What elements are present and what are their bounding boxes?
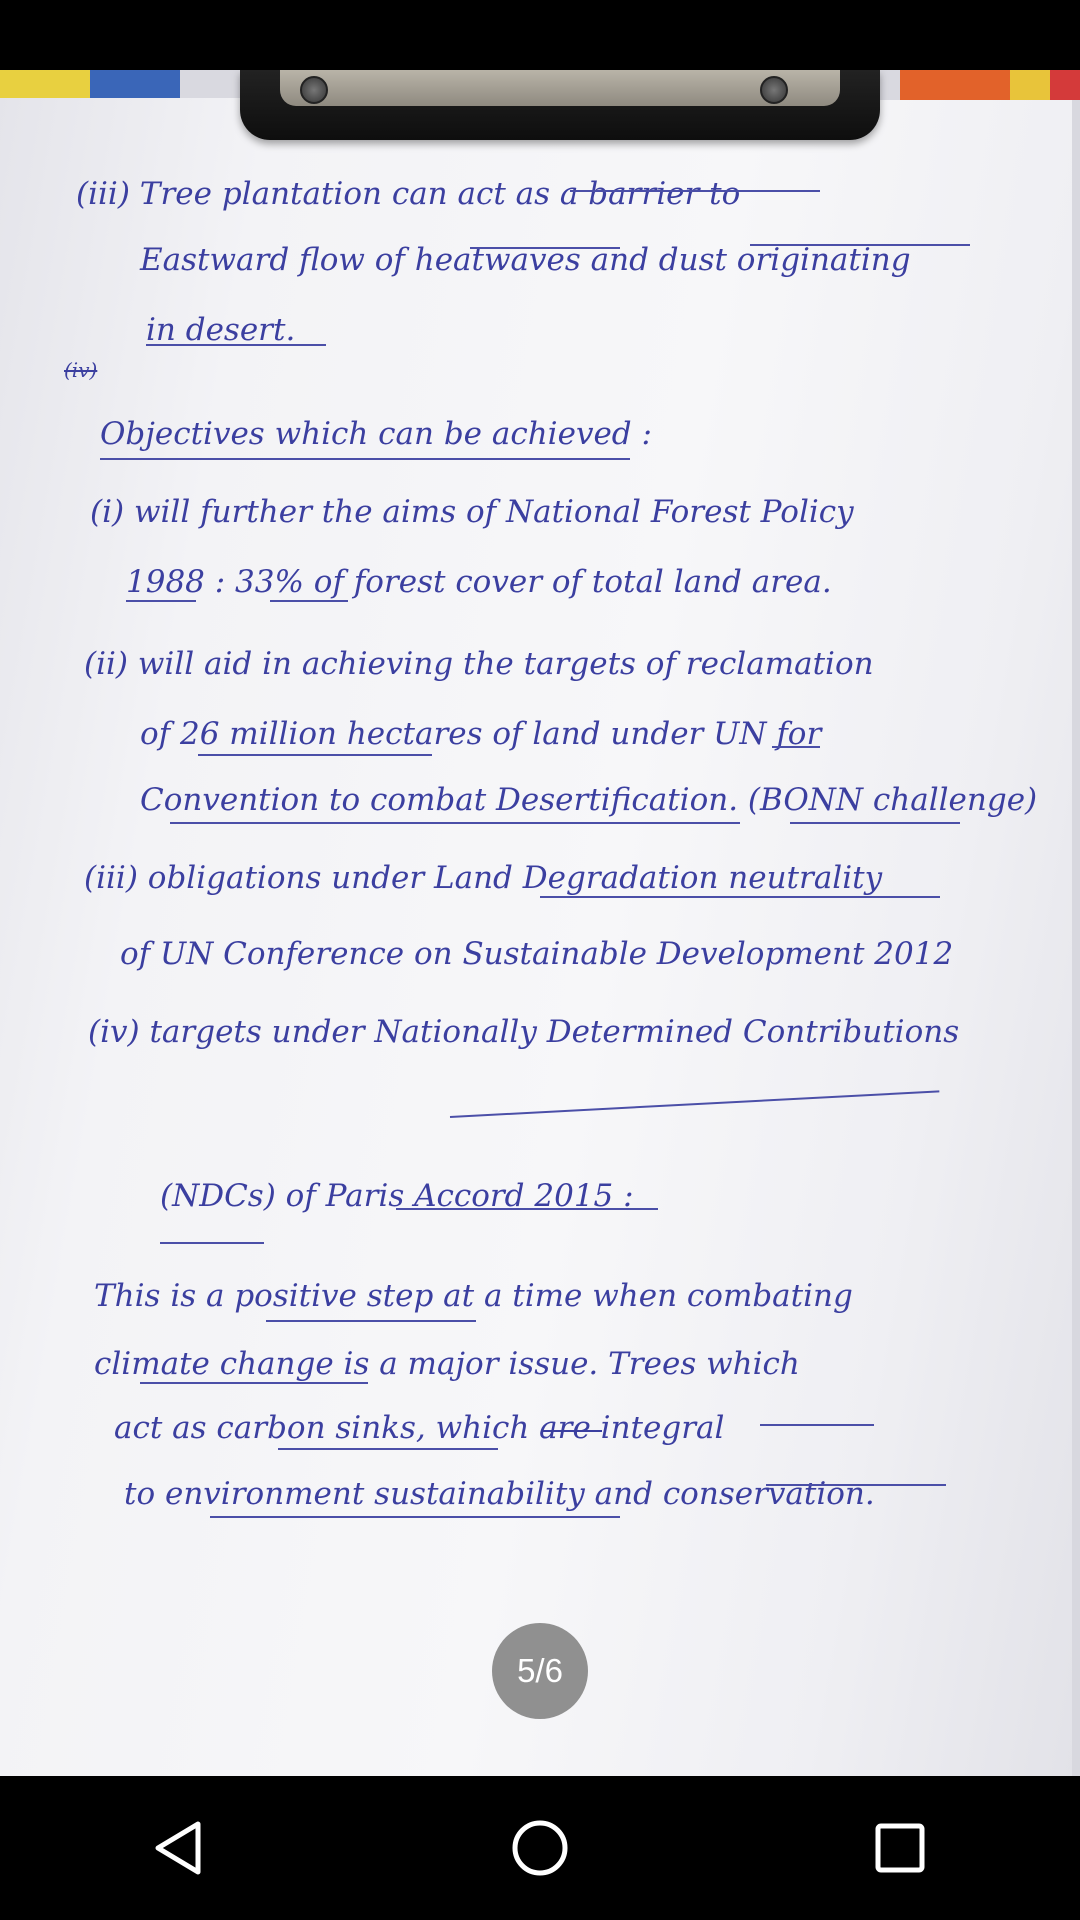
underline [396, 1208, 658, 1210]
underline [210, 1516, 620, 1518]
recents-button[interactable] [840, 1788, 960, 1908]
note-line: This is a positive step at a time when combating [94, 1278, 853, 1314]
underline [140, 1382, 368, 1384]
underline [540, 896, 940, 898]
underline [772, 746, 820, 748]
note-line: (i) will further the aims of National Forest Policy [90, 494, 854, 530]
underline [570, 190, 820, 192]
home-button[interactable] [480, 1788, 600, 1908]
underline [750, 244, 970, 246]
underline [760, 1424, 874, 1426]
note-line: climate change is a major issue. Trees which [94, 1346, 800, 1382]
note-line: to environment sustainability and conservation. [124, 1476, 875, 1512]
underline [146, 344, 326, 346]
recents-icon [868, 1816, 932, 1880]
note-line: (iv) [64, 358, 98, 382]
note-line: (iii) Tree plantation can act as a barrier to [76, 176, 741, 212]
note-photo [0, 70, 1080, 1776]
note-line: in desert. [146, 312, 296, 348]
navigation-bar [0, 1776, 1080, 1920]
underline [266, 1320, 476, 1322]
back-icon [148, 1816, 212, 1880]
note-line: Objectives which can be achieved : [100, 416, 652, 452]
note-line: (NDCs) of Paris Accord 2015 : [160, 1178, 634, 1214]
underline [450, 1090, 939, 1118]
note-line: (iii) obligations under Land Degradation neutrality [84, 860, 883, 896]
note-line: Eastward flow of heatwaves and dust originating [140, 242, 911, 278]
note-line: 1988 : 33% of forest cover of total land area. [126, 564, 832, 600]
underline [270, 600, 348, 602]
status-bar [0, 0, 1080, 70]
underline [198, 754, 432, 756]
underline [126, 600, 196, 602]
back-button[interactable] [120, 1788, 240, 1908]
underline [100, 458, 630, 460]
handwritten-note [0, 70, 1080, 1776]
underline [160, 1242, 264, 1244]
strike-through [542, 1430, 602, 1432]
underline [470, 247, 620, 249]
note-line: Convention to combat Desertification. (BONN challenge) [140, 782, 1038, 818]
page-indicator: 5/6 [492, 1623, 588, 1719]
note-line: (ii) will aid in achieving the targets of reclamation [84, 646, 874, 682]
underline [790, 822, 960, 824]
note-line: of 26 million hectares of land under UN for [140, 716, 822, 752]
note-line: of UN Conference on Sustainable Development 2012 [120, 936, 954, 972]
underline [278, 1448, 498, 1450]
underline [170, 822, 740, 824]
note-line: (iv) targets under Nationally Determined Contributions [88, 1014, 960, 1050]
underline [766, 1484, 946, 1486]
note-line: act as carbon sinks, which are integral [114, 1410, 725, 1446]
home-icon [508, 1816, 572, 1880]
